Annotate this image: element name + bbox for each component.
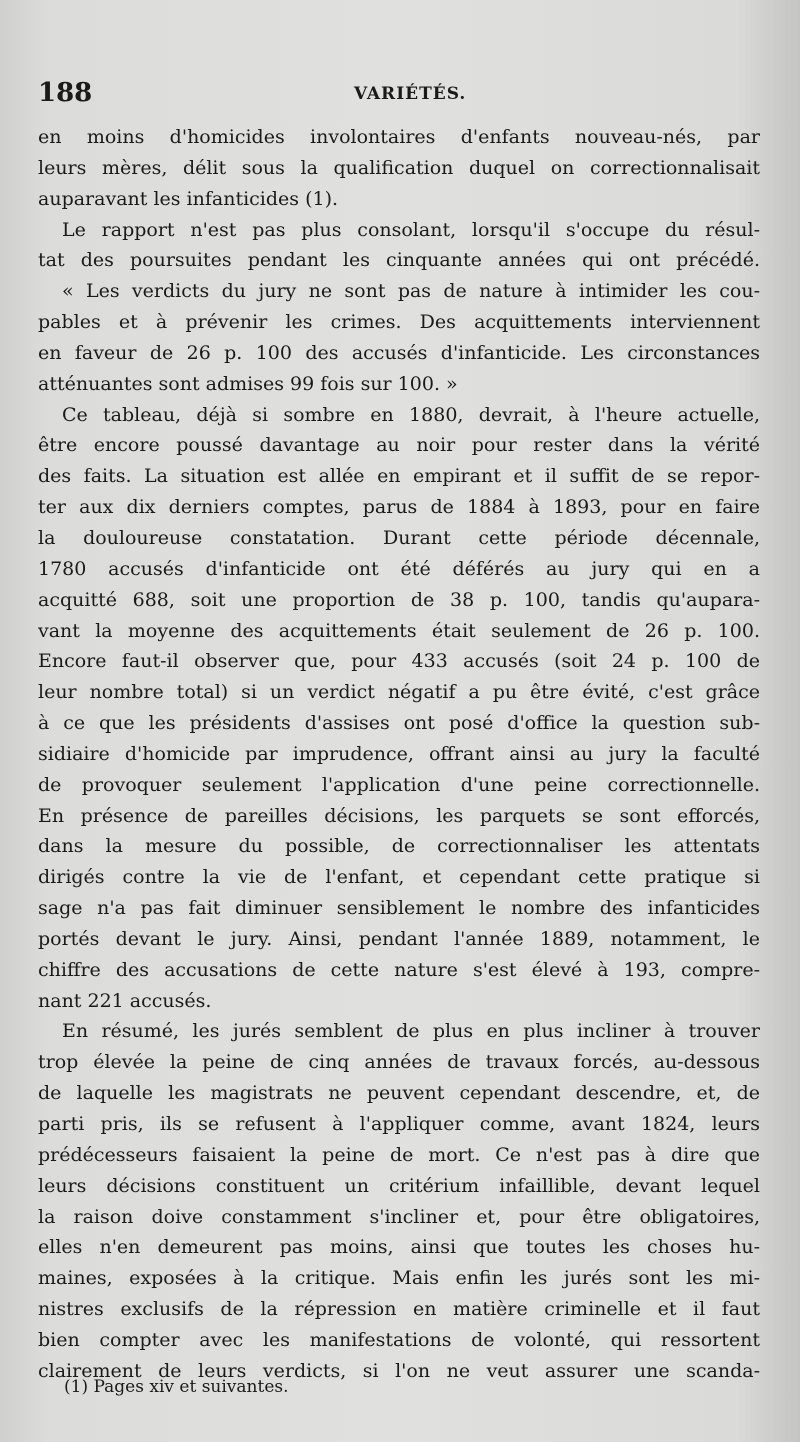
text-line: Encore faut-il observer que, pour 433 accusés (soit 24 p. 100 de	[38, 650, 760, 673]
text-line: la douloureuse constatation. Durant cette période décennale,	[38, 526, 760, 549]
text-line: des faits. La situation est allée en empirant et il suffit de se repor-	[38, 465, 760, 488]
text-line: auparavant les infanticides (1).	[38, 187, 339, 210]
text-line: leurs décisions constituent un critérium infaillible, devant lequel	[38, 1174, 760, 1197]
footnote: (1) Pages xiv et suivantes.	[64, 1377, 289, 1397]
text-line: leur nombre total) si un verdict négatif a pu être évité, c'est grâce	[38, 681, 760, 704]
text-line: elles n'en demeurent pas moins, ainsi que toutes les choses hu-	[38, 1236, 760, 1259]
text-line: En présence de pareilles décisions, les parquets se sont efforcés,	[38, 804, 760, 827]
text-line: 1780 accusés d'infanticide ont été déférés au jury qui en a	[38, 557, 760, 580]
text-line: nistres exclusifs de la répression en matière criminelle et il faut	[38, 1298, 760, 1321]
text-line: sidiaire d'homicide par imprudence, offrant ainsi au jury la faculté	[38, 742, 760, 765]
text-line: être encore poussé davantage au noir pour rester dans la vérité	[38, 434, 760, 457]
text-line: dirigés contre la vie de l'enfant, et cependant cette pratique si	[38, 866, 760, 889]
text-line: pables et à prévenir les crimes. Des acquittements interviennent	[38, 311, 760, 334]
text-line: vant la moyenne des acquittements était seulement de 26 p. 100.	[38, 619, 760, 642]
text-line: maines, exposées à la critique. Mais enfin les jurés sont les mi-	[38, 1267, 760, 1290]
text-line: portés devant le jury. Ainsi, pendant l'année 1889, notamment, le	[38, 927, 760, 950]
text-line: sage n'a pas fait diminuer sensiblement le nombre des infanticides	[38, 897, 760, 920]
text-line: parti pris, ils se refusent à l'appliquer comme, avant 1824, leurs	[38, 1113, 760, 1135]
text-line: trop élevée la peine de cinq années de travaux forcés, au-dessous	[38, 1051, 760, 1074]
text-line: prédécesseurs faisaient la peine de mort. Ce n'est pas à dire que	[38, 1143, 760, 1166]
text-line: la raison doive constamment s'incliner et, pour être obligatoires,	[38, 1205, 760, 1228]
text-line: dans la mesure du possible, de correctionnaliser les attentats	[38, 835, 760, 858]
text-line: de provoquer seulement l'application d'une peine correctionnelle.	[38, 773, 760, 796]
text-line: tat des poursuites pendant les cinquante années qui ont précédé.	[38, 249, 760, 272]
text-line: en faveur de 26 p. 100 des accusés d'infanticide. Les circonstances	[38, 341, 760, 364]
text-line: en moins d'homicides involontaires d'enfants nouveau-nés, par	[38, 126, 760, 148]
text-line: de laquelle les magistrats ne peuvent cependant descendre, et, de	[38, 1082, 760, 1105]
text-line: clairement de leurs verdicts, si l'on ne veut assurer une scanda-	[38, 1359, 760, 1382]
running-title: VARIÉTÉS.	[354, 84, 467, 104]
page-header	[38, 78, 758, 110]
text-line: nant 221 accusés.	[38, 989, 212, 1012]
page-number: 188	[38, 78, 93, 108]
text-line: En résumé, les jurés semblent de plus en plus incliner à trouver	[62, 1020, 760, 1043]
text-line: à ce que les présidents d'assises ont posé d'office la question sub-	[38, 712, 760, 735]
text-line: atténuantes sont admises 99 fois sur 100. »	[38, 372, 458, 395]
text-line: Ce tableau, déjà si sombre en 1880, devrait, à l'heure actuelle,	[62, 403, 760, 426]
text-line: leurs mères, délit sous la qualification duquel on correctionnalisait	[38, 156, 760, 179]
text-line: acquitté 688, soit une proportion de 38 p. 100, tandis qu'aupara-	[38, 588, 760, 611]
text-line: Le rapport n'est pas plus consolant, lorsqu'il s'occupe du résul-	[62, 218, 760, 241]
text-line: « Les verdicts du jury ne sont pas de nature à intimider les cou-	[62, 280, 760, 303]
body-text	[38, 122, 760, 1387]
text-line: ter aux dix derniers comptes, parus de 1884 à 1893, pour en faire	[38, 496, 760, 519]
text-line: chiffre des accusations de cette nature s'est élevé à 193, compre-	[38, 958, 760, 981]
text-line: bien compter avec les manifestations de volonté, qui ressortent	[38, 1328, 760, 1351]
